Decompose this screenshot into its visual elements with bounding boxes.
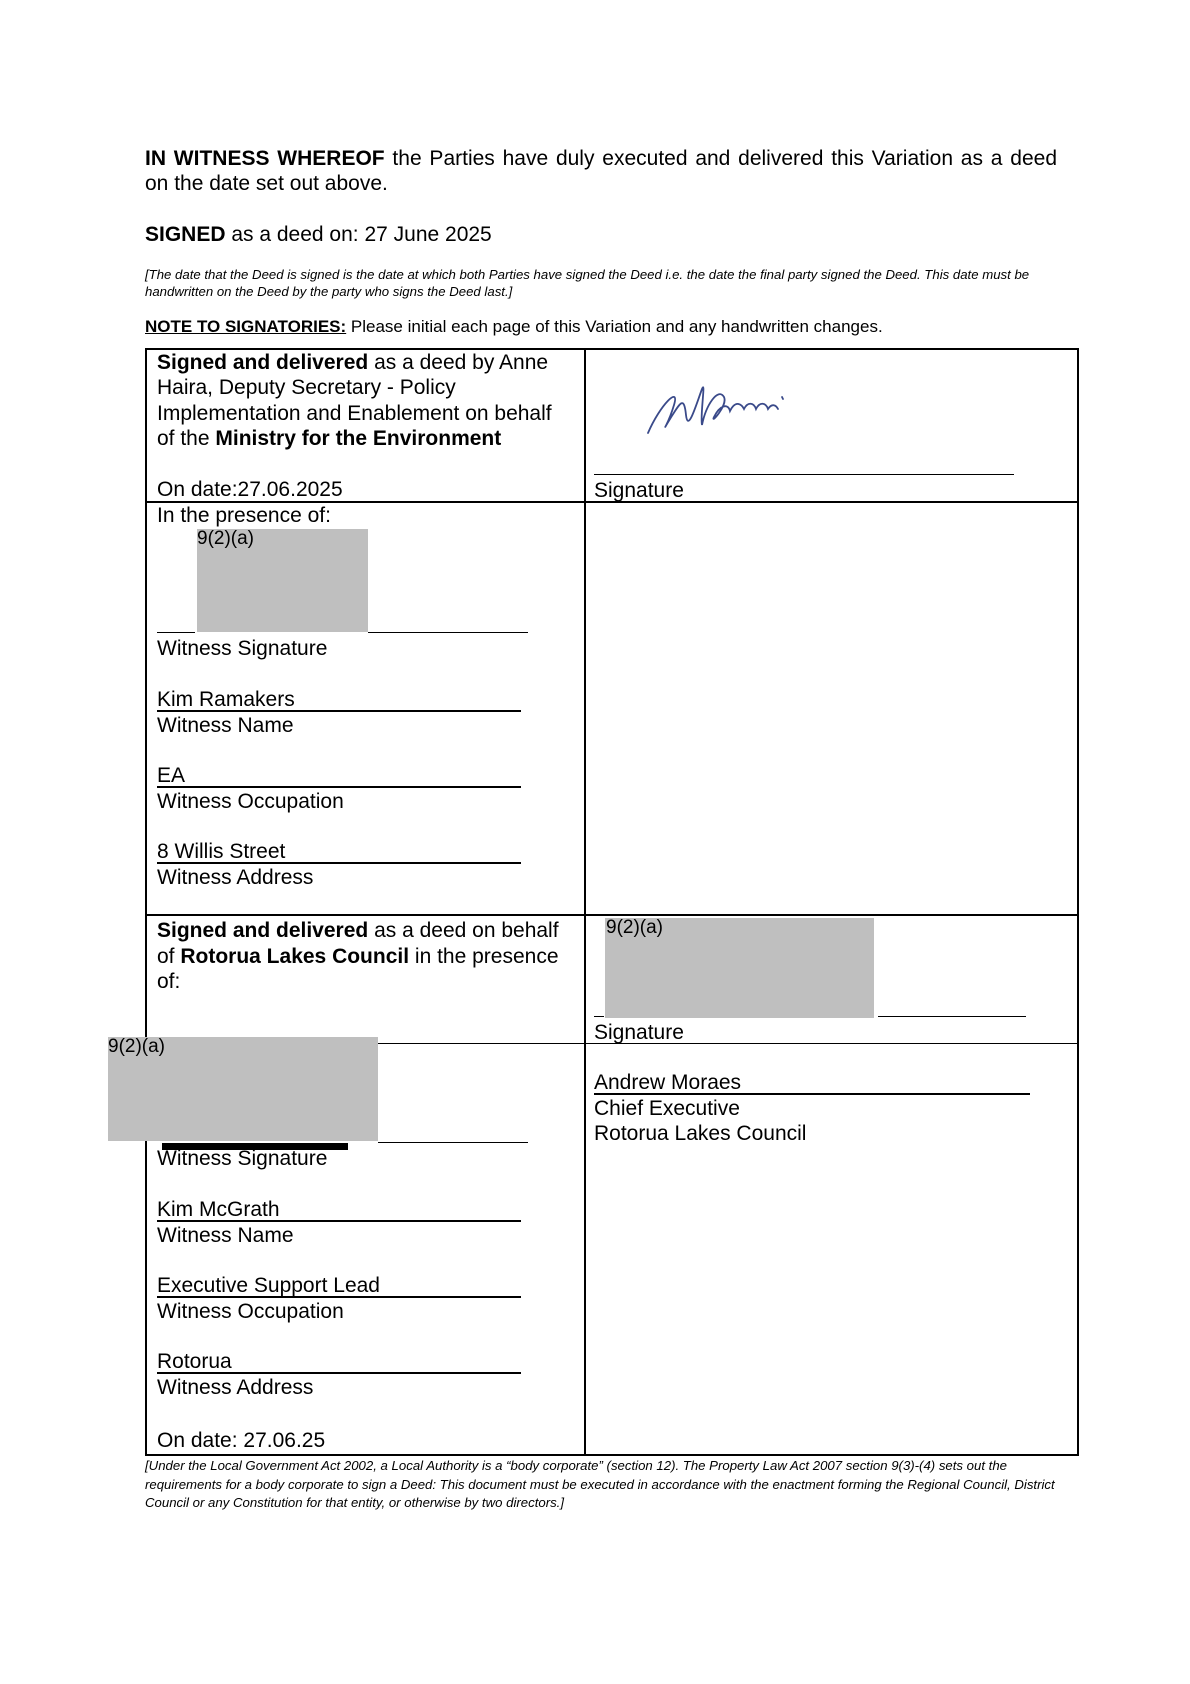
council-witness-redaction-label: 9(2)(a): [108, 1036, 166, 1057]
council-witness-occupation-label: Witness Occupation: [157, 1300, 344, 1323]
ministry-witness-address-value: 8 Willis Street: [157, 840, 286, 863]
note-to-signatories: [145, 317, 883, 337]
in-witness-lead: IN WITNESS WHEREOF: [145, 147, 385, 170]
council-witness-address-label: Witness Address: [157, 1376, 314, 1399]
ministry-signed-line-3: Implementation and Enablement on behalf: [157, 402, 552, 425]
council-witness-occupation-value: Executive Support Lead: [157, 1274, 380, 1297]
ministry-signature-label: Signature: [594, 479, 684, 502]
council-signatory-title: Chief Executive: [594, 1097, 740, 1120]
ministry-name: Ministry for the Environment: [215, 427, 502, 450]
council-signed-line-3: of:: [157, 970, 181, 993]
ministry-witness-occupation-line: [157, 786, 521, 788]
council-signature-line-b: [878, 1016, 1026, 1017]
body-corporate-footnote: [Under the Local Government Act 2002, a Local Authority is a “body corporate” (section 12). The Property Law Act 2007 section 9(3)-(4) sets out the requirements for a body corporate to sign a Deed: This document must be executed in accordance with the enactment forming the Regional Council, District Council or any Constitution for that entity, or otherwise by two directors.]: [145, 1458, 1055, 1510]
table-right-border: [1077, 348, 1079, 1456]
council-signatory-name-line: [594, 1093, 1030, 1095]
council-witness-occupation-line: [157, 1296, 521, 1298]
ministry-signed-bold: Signed and delivered: [157, 351, 369, 374]
council-in-presence: in the presence: [409, 945, 559, 968]
in-witness-paragraph: [145, 146, 1057, 196]
ministry-redaction-label: 9(2)(a): [197, 528, 255, 549]
ministry-witness-name-line: [157, 710, 521, 712]
ministry-witness-signature-line-a: [157, 632, 195, 633]
council-signatory-name: Andrew Moraes: [594, 1071, 742, 1094]
council-signed-bold: Signed and delivered: [157, 919, 369, 942]
council-name: Rotorua Lakes Council: [180, 945, 410, 968]
signed-label: SIGNED: [145, 223, 226, 246]
council-sign-date: On date: 27.06.25: [157, 1429, 326, 1452]
note-label: NOTE TO SIGNATORIES:: [145, 317, 347, 336]
council-signatory-org: Rotorua Lakes Council: [594, 1122, 807, 1145]
council-redaction-label: 9(2)(a): [606, 917, 664, 938]
row-divider-2: [145, 914, 1079, 916]
council-signed-rest: as a deed on behalf: [368, 919, 559, 942]
council-signature-line-a: [594, 1016, 604, 1017]
council-witness-name-label: Witness Name: [157, 1224, 294, 1247]
council-witness-address-value: Rotorua: [157, 1350, 232, 1373]
council-witness-name-value: Kim McGrath: [157, 1198, 280, 1221]
ministry-signed-rest: as a deed by Anne: [368, 351, 549, 374]
date-instruction-note: [The date that the Deed is signed is the date at which both Parties have signed the Deed i.e. the date the final party signed the Deed. This date must be handwritten on the Deed by the party who signs the Deed last.]: [145, 267, 1030, 299]
ministry-handwritten-signature: [640, 375, 810, 445]
ministry-presence-label: In the presence of:: [157, 504, 331, 527]
council-witness-signature-line-b: [378, 1142, 528, 1143]
table-middle-divider: [584, 348, 586, 1456]
ministry-witness-address-label: Witness Address: [157, 866, 314, 889]
ministry-signed-line-1: [157, 350, 548, 375]
council-of: of: [157, 945, 181, 968]
ministry-witness-name-label: Witness Name: [157, 714, 294, 737]
council-witness-name-line: [157, 1220, 521, 1222]
table-bottom-border: [145, 1454, 1079, 1456]
ministry-sign-date: On date:27.06.2025: [157, 478, 343, 501]
ministry-signed-line-4: [157, 426, 501, 451]
ministry-witness-address-line: [157, 862, 521, 864]
ministry-signed-line-2: Haira, Deputy Secretary - Policy: [157, 376, 456, 399]
ministry-witness-signature-line-b: [368, 632, 528, 633]
council-witness-address-line: [157, 1372, 521, 1374]
council-witness-signature-label: Witness Signature: [157, 1147, 328, 1170]
council-signature-label: Signature: [594, 1021, 684, 1044]
council-signed-line-2: [157, 944, 559, 969]
note-text: Please initial each page of this Variation and any handwritten changes.: [346, 317, 883, 336]
signed-date-line: [145, 222, 492, 247]
ministry-witness-name-value: Kim Ramakers: [157, 688, 295, 711]
ministry-witness-occupation-value: EA: [157, 764, 186, 787]
ministry-witness-occupation-label: Witness Occupation: [157, 790, 344, 813]
ministry-witness-signature-label: Witness Signature: [157, 637, 328, 660]
council-signed-line-1: [157, 918, 559, 943]
ministry-of-the: of the: [157, 427, 216, 450]
signed-date: as a deed on: 27 June 2025: [225, 223, 492, 246]
ministry-signature-line: [594, 474, 1014, 475]
in-witness-text: the Parties have duly executed and delivered this Variation as a deed on the date set out above.: [145, 147, 1057, 195]
table-left-border: [145, 348, 147, 1456]
